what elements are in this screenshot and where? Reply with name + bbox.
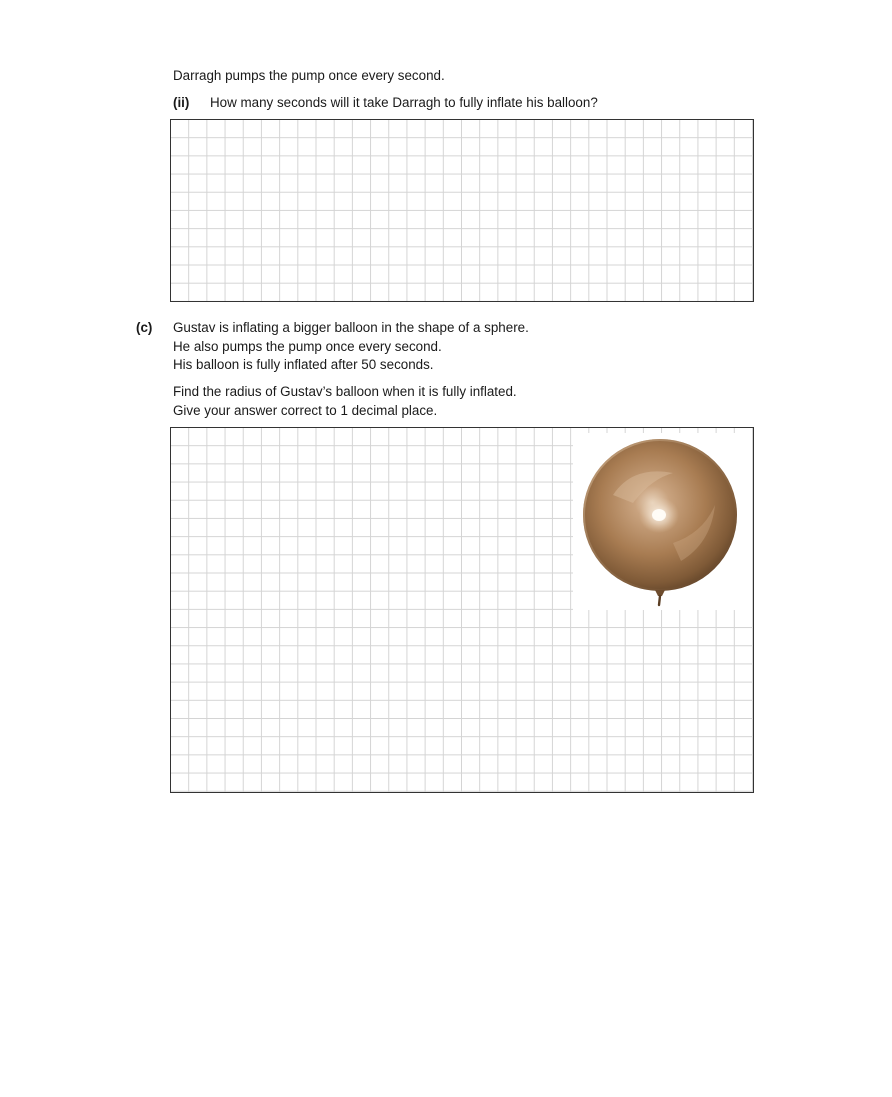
balloon-icon <box>573 433 752 610</box>
question-c-line-2: He also pumps the pump once every second. <box>173 339 442 354</box>
question-label-c: (c) <box>136 320 153 335</box>
pump-rate-statement: Darragh pumps the pump once every second. <box>173 68 445 83</box>
question-c-line-3: His balloon is fully inflated after 50 seconds. <box>173 357 434 372</box>
question-c-task-1: Find the radius of Gustav’s balloon when it is fully inflated. <box>173 384 517 399</box>
question-ii-text: How many seconds will it take Darragh to fully inflate his balloon? <box>210 95 598 110</box>
question-c-line-1: Gustav is inflating a bigger balloon in the shape of a sphere. <box>173 320 529 335</box>
balloon-image <box>573 433 752 610</box>
question-label-ii: (ii) <box>173 95 190 110</box>
answer-box-ii[interactable] <box>170 119 754 302</box>
question-c-task-2: Give your answer correct to 1 decimal place. <box>173 403 438 418</box>
